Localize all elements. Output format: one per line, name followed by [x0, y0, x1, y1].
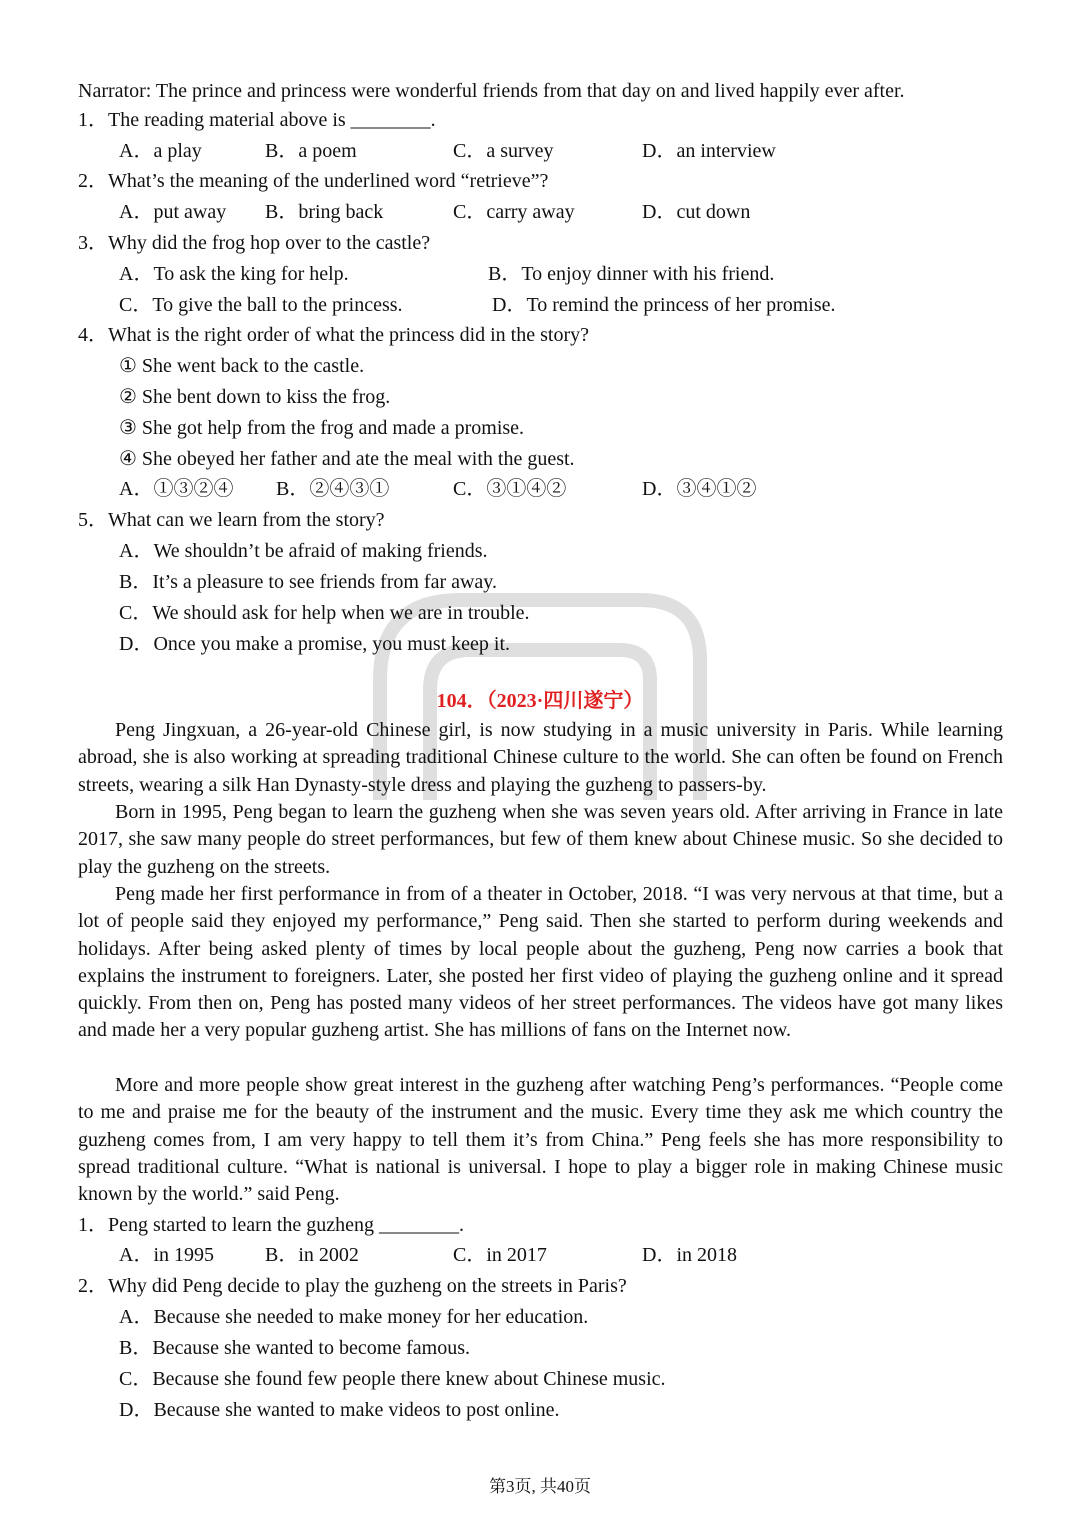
set2-q2-option-c[interactable]: C．Because she found few people there knew about Chinese music. — [119, 1368, 666, 1390]
q5-option-c[interactable]: C．We should ask for help when we are in trouble. — [119, 602, 530, 624]
q5-option-d[interactable]: D．Once you make a promise, you must keep it. — [119, 633, 511, 655]
q4-option-b[interactable]: B．②④③① — [276, 478, 390, 500]
q4-event-3: ③ She got help from the frog and made a promise. — [119, 417, 525, 439]
q5-option-b[interactable]: B．It’s a pleasure to see friends from far away. — [119, 571, 498, 593]
question-4-stem: 4．What is the right order of what the princess did in the story? — [78, 324, 589, 346]
q5-option-a[interactable]: A．We shouldn’t be afraid of making friends. — [119, 540, 488, 562]
q2-option-a[interactable]: A．put away — [119, 201, 227, 223]
set2-q1-option-b[interactable]: B．in 2002 — [265, 1244, 359, 1266]
set2-q2-option-a[interactable]: A．Because she needed to make money for her education. — [119, 1306, 589, 1328]
passage-title: 104．（2023·四川遂宁） — [436, 690, 644, 712]
q4-option-a[interactable]: A．①③②④ — [119, 478, 234, 500]
page-number-footer: 第3页, 共40页 — [489, 1477, 591, 1496]
narrator-line: Narrator: The prince and princess were wonderful friends from that day on and lived happily ever after. — [78, 80, 905, 102]
q1-option-c[interactable]: C．a survey — [453, 140, 554, 162]
q2-option-d[interactable]: D．cut down — [642, 201, 751, 223]
q4-event-1: ① She went back to the castle. — [119, 355, 365, 377]
question-5-stem: 5．What can we learn from the story? — [78, 509, 385, 531]
question-1-stem: 1．The reading material above is ________. — [78, 109, 436, 131]
set2-q2-option-d[interactable]: D．Because she wanted to make videos to post online. — [119, 1399, 560, 1421]
q3-option-a[interactable]: A．To ask the king for help. — [119, 263, 349, 285]
question-2-stem: 2．What’s the meaning of the underlined word “retrieve”? — [78, 170, 549, 192]
passage-paragraph-2: Born in 1995, Peng began to learn the guzheng when she was seven years old. After arriving in France in late 2017, she saw many people do street performances, but few of them knew about Chinese music. So she decided to play the guzheng on the streets. — [78, 801, 1003, 878]
passage-paragraph-1: Peng Jingxuan, a 26-year-old Chinese girl, is now studying in a music university in Paris. While learning abroad, she is also working at spreading traditional Chinese culture to the world. She can often be found on French streets, wearing a silk Han Dynasty-style dress and playing the guzheng to passers-by. — [78, 719, 1003, 796]
q4-event-2: ② She bent down to kiss the frog. — [119, 386, 391, 408]
q3-option-d[interactable]: D．To remind the princess of her promise. — [492, 294, 836, 316]
q1-option-d[interactable]: D．an interview — [642, 140, 776, 162]
question-3-stem: 3．Why did the frog hop over to the castle? — [78, 232, 431, 254]
q3-option-c[interactable]: C．To give the ball to the princess. — [119, 294, 403, 316]
set2-q1-option-a[interactable]: A．in 1995 — [119, 1244, 214, 1266]
set2-question-1-stem: 1．Peng started to learn the guzheng ________. — [78, 1214, 465, 1236]
q4-event-4: ④ She obeyed her father and ate the meal with the guest. — [119, 448, 575, 470]
q3-option-b[interactable]: B．To enjoy dinner with his friend. — [488, 263, 775, 285]
q2-option-b[interactable]: B．bring back — [265, 201, 384, 223]
set2-q2-option-b[interactable]: B．Because she wanted to become famous. — [119, 1337, 471, 1359]
q4-option-d[interactable]: D．③④①② — [642, 478, 757, 500]
passage-paragraph-4: More and more people show great interest in the guzheng after watching Peng’s performances. “People come to me and praise me for the beauty of the instrument and the music. Every time they ask me which country the guzheng comes from, I am very happy to tell them it’s from China.” Peng feels she has more responsibility to spread traditional culture. “What is national is universal. I hope to play a bigger role in making Chinese music known by the world.” said Peng. — [78, 1074, 1003, 1206]
set2-q1-option-d[interactable]: D．in 2018 — [642, 1244, 737, 1266]
q1-option-b[interactable]: B．a poem — [265, 140, 357, 162]
set2-question-2-stem: 2．Why did Peng decide to play the guzheng on the streets in Paris? — [78, 1275, 627, 1297]
q1-option-a[interactable]: A．a play — [119, 140, 202, 162]
set2-q1-option-c[interactable]: C．in 2017 — [453, 1244, 547, 1266]
passage-paragraph-3: Peng made her first performance in from of a theater in October, 2018. “I was very nervous at that time, but a lot of people said they enjoyed my performance,” Peng said. Then she started to perform during weekends and holidays. After being asked plenty of times by local people about the guzheng, Peng now carries a book that explains the instrument to foreigners. Later, she posted her first video of playing the guzheng online and it spread quickly. From then on, Peng has posted many videos of her street performances. The videos have got many likes and made her a very popular guzheng artist. She has millions of fans on the Internet now. — [78, 883, 1003, 1042]
q2-option-c[interactable]: C．carry away — [453, 201, 575, 223]
q4-option-c[interactable]: C．③①④② — [453, 478, 567, 500]
